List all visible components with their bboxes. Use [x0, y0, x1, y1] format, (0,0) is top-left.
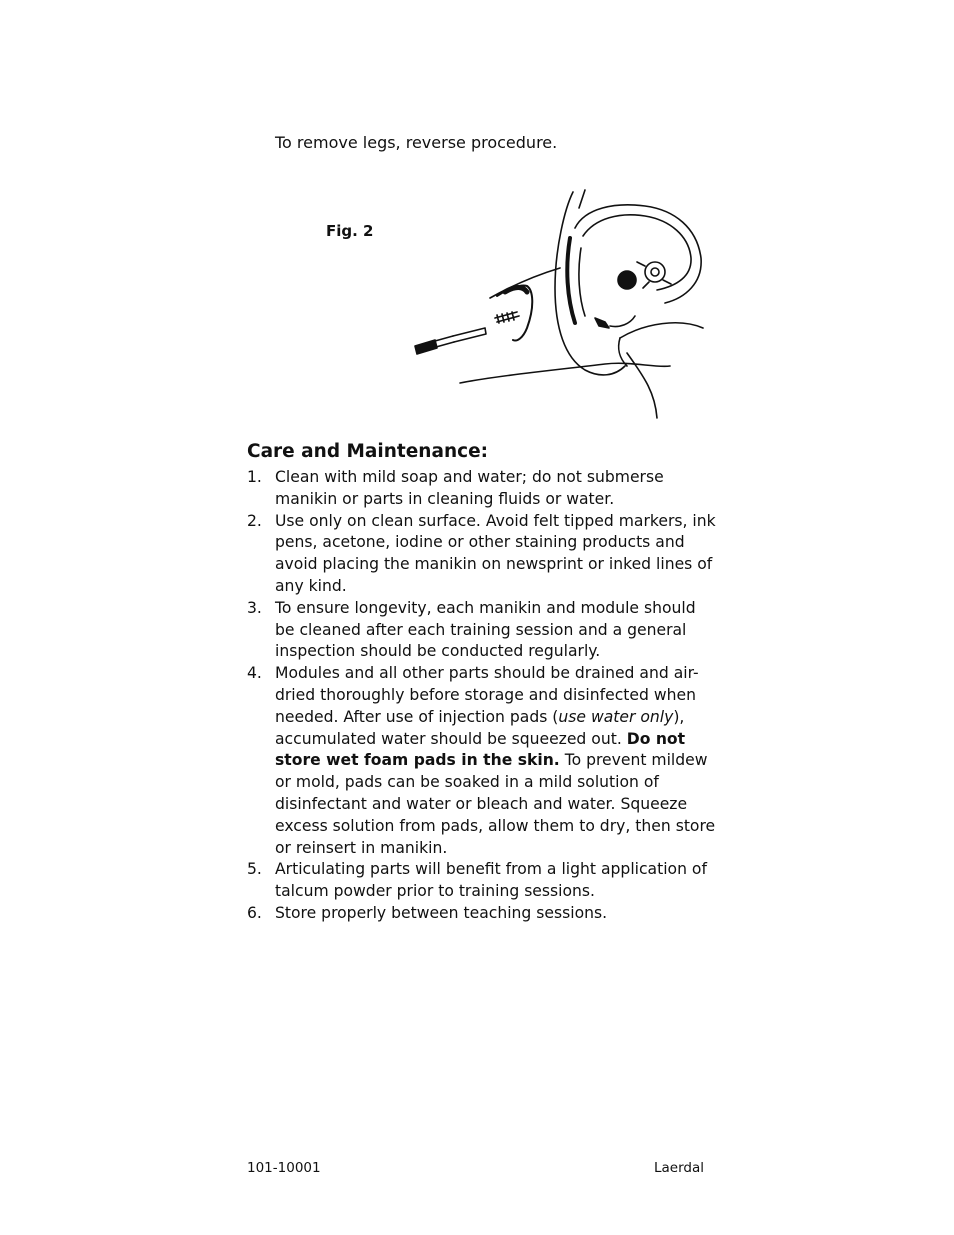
care-maintenance-section: [247, 440, 717, 925]
list-item: [247, 859, 717, 903]
list-number: 2.: [247, 511, 262, 530]
list-item: [247, 511, 717, 598]
list-text: To ensure longevity, each manikin and module should be cleaned after each training session and a general inspection should be conducted regularly.: [275, 598, 696, 661]
list-number: 6.: [247, 903, 262, 922]
list-text-c: To prevent mildew or mold, pads can be soaked in a mild solution of disinfectant and water or bleach and water. Squeeze excess solution from pads, allow them to dry, then store or reinsert in manikin.: [275, 751, 716, 857]
list-text: Clean with mild soap and water; do not submerse manikin or parts in cleaning fluids or water.: [275, 468, 664, 508]
list-item: [247, 598, 717, 663]
screwdriver-attaching-leg-icon: [405, 188, 705, 420]
list-number: 4.: [247, 664, 262, 683]
list-text-b: ), accumulated water should be squeezed out.: [275, 707, 685, 748]
document-number: 101-10001: [247, 1160, 321, 1176]
list-text: Store properly between teaching sessions.: [275, 903, 608, 922]
list-item: [247, 467, 717, 511]
list-number: 3.: [247, 598, 262, 617]
list-text: Articulating parts will benefit from a light application of talcum powder prior to training sessions.: [275, 860, 707, 901]
list-text-a: Modules and all other parts should be drained and air-dried thoroughly before storage and disinfected when needed. After use of injection pads (: [275, 664, 699, 726]
list-text-italic: use water only: [558, 707, 674, 726]
brand-name: Laerdal: [654, 1160, 705, 1176]
intro-text: To remove legs, reverse procedure.: [275, 133, 558, 152]
care-list: [247, 467, 717, 925]
list-text: Use only on clean surface. Avoid felt tipped markers, ink pens, acetone, iodine or other staining products and avoid placing the manikin on newsprint or inked lines of any kind.: [275, 511, 716, 595]
list-number: 5.: [247, 860, 262, 879]
list-item: [247, 663, 717, 859]
list-item: [247, 903, 717, 925]
list-text-bold: Do not store wet foam pads in the skin.: [275, 729, 686, 770]
list-number: 1.: [247, 468, 262, 486]
section-title: Care and Maintenance:: [247, 441, 489, 462]
figure-label: Fig. 2: [326, 222, 374, 240]
